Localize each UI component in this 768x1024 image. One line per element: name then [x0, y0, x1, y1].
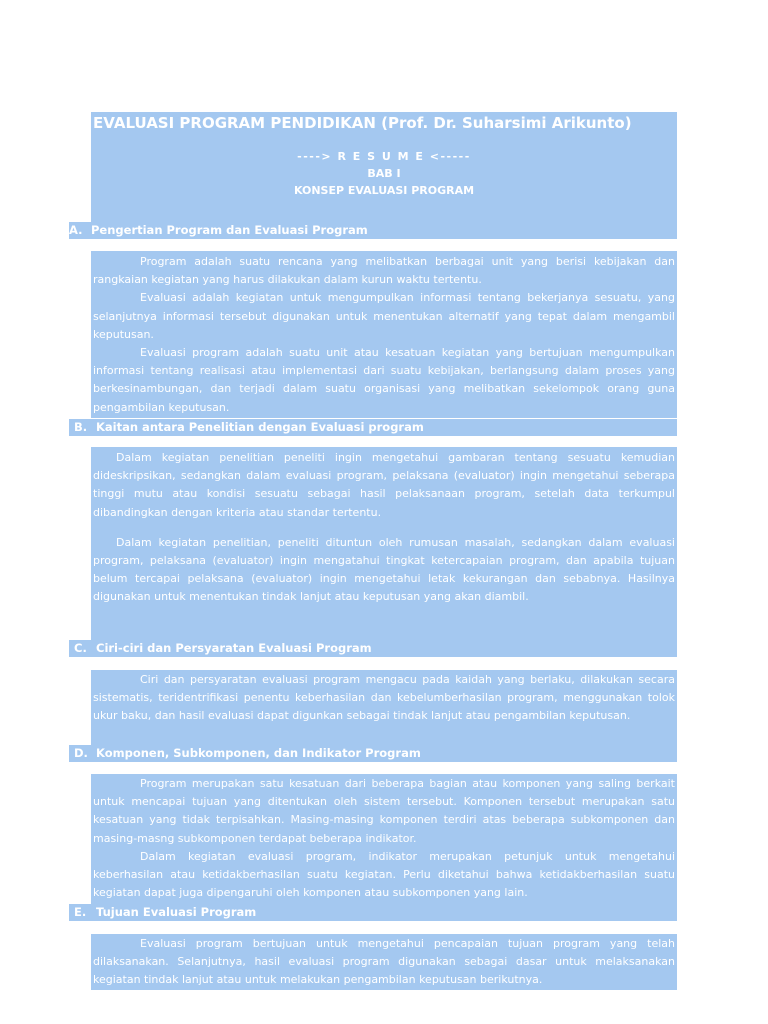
section-heading-e: [69, 904, 677, 921]
paragraph: Ciri dan persyaratan evaluasi program mengacu pada kaidah yang berlaku, dilakukan secara sistematis, teridentrifikasi penentu keberhasilan dan kebelumberhasilan program, menggunakan tolok ukur baku, dan hasil evaluasi dapat digunkan sebagai tindak lanjut atau pengambilan keputusan.: [93, 673, 675, 723]
section-heading-a: [69, 222, 677, 239]
section-letter: C.: [74, 641, 87, 655]
section-title: Komponen, Subkomponen, dan Indikator Program: [96, 746, 421, 760]
section-body-b: [91, 447, 677, 656]
paragraph: Evaluasi program bertujuan untuk mengetahui pencapaian tujuan program yang telah dilaksanakan. Selanjutnya, hasil evaluasi program digunakan sebagai dasar untuk melaksanakan kegiatan tindak lanjut atau untuk melakukan pengambilan keputusan berikutnya.: [93, 937, 675, 987]
section-body-e: [91, 934, 677, 990]
title-block: [91, 112, 677, 238]
section-body-c: [91, 670, 677, 745]
paragraph: Program adalah suatu rencana yang melibatkan berbagai unit yang berisi kebijakan dan rangkaian kegiatan yang harus dilakukan dalam kurun waktu tertentu.: [93, 255, 675, 287]
section-letter: D.: [74, 746, 88, 760]
section-letter: B.: [74, 420, 88, 434]
section-body-d: [91, 774, 677, 904]
section-heading-b: [69, 419, 677, 436]
document-title: EVALUASI PROGRAM PENDIDIKAN (Prof. Dr. Suharsimi Arikunto): [93, 114, 632, 132]
section-title: Kaitan antara Penelitian dengan Evaluasi program: [96, 420, 424, 434]
paragraph: Evaluasi adalah kegiatan untuk mengumpulkan informasi tentang bekerjanya sesuatu, yang selanjutnya informasi tersebut digunakan untuk menentukan alternatif yang tepat dalam mengambil keputusan.: [93, 291, 675, 341]
chapter-label: BAB I: [367, 167, 401, 180]
section-heading-c: [69, 640, 677, 657]
paragraph: Dalam kegiatan penelitian peneliti ingin mengetahui gambaran tentang sesuatu kemudian dideskripsikan, sedangkan dalam evaluasi program, pelaksana (evaluator) ingin mengetahui seberapa tinggi mutu atau kondisi sesuatu sebagai hasil pelaksanaan program, setelah data terkumpul dibandingkan dengan kriteria atau standar tertentu.: [93, 451, 675, 519]
paragraph: Dalam kegiatan penelitian, peneliti dituntun oleh rumusan masalah, sedangkan dalam evaluasi program, pelaksana (evaluator) ingin mengatahui tingkat ketercapaian program, dan apabila tujuan belum tercapai pelaksana (evaluator) ingin mengetahui letak kekurangan dan sebabnya. Hasilnya digunakan untuk menentukan tindak lanjut atau keputusan yang akan diambil.: [93, 535, 675, 604]
section-body-a: [91, 251, 677, 418]
section-title: Tujuan Evaluasi Program: [96, 905, 257, 919]
section-letter: E.: [74, 905, 87, 919]
chapter-subtitle: KONSEP EVALUASI PROGRAM: [293, 184, 475, 197]
paragraph: Program merupakan satu kesatuan dari beberapa bagian atau komponen yang saling berkait untuk mencapai tujuan yang ditentukan oleh sistem tersebut. Komponen tersebut merupakan satu kesatuan yang tidak terpisahkan. Masing-masing komponen terdiri atas beberapa subkomponen dan masing-masng subkomponen terdapat beberapa indikator.: [93, 777, 675, 845]
paragraph: Evaluasi program adalah suatu unit atau kesatuan kegiatan yang bertujuan mengumpulkan informasi tentang realisasi atau implementasi dari suatu kebijakan, berlangsung dalam proses yang berkesinambungan, dan terjadi dalam suatu organisasi yang melibatkan sekelompok orang guna pengambilan keputusan.: [93, 346, 675, 414]
resume-label: ----> R E S U M E <-----: [297, 150, 471, 163]
section-title: Pengertian Program dan Evaluasi Program: [91, 223, 368, 237]
paragraph: Dalam kegiatan evaluasi program, indikator merupakan petunjuk untuk mengetahui keberhasilan atau ketidakberhasilan suatu kegiatan. Perlu diketahui bahwa ketidakberhasilan suatu kegiatan dapat juga dipengaruhi oleh komponen atau subkomponen yang lain.: [93, 849, 675, 900]
section-letter: A.: [69, 223, 83, 237]
section-heading-d: [69, 745, 677, 762]
section-title: Ciri-ciri dan Persyaratan Evaluasi Program: [96, 641, 372, 655]
